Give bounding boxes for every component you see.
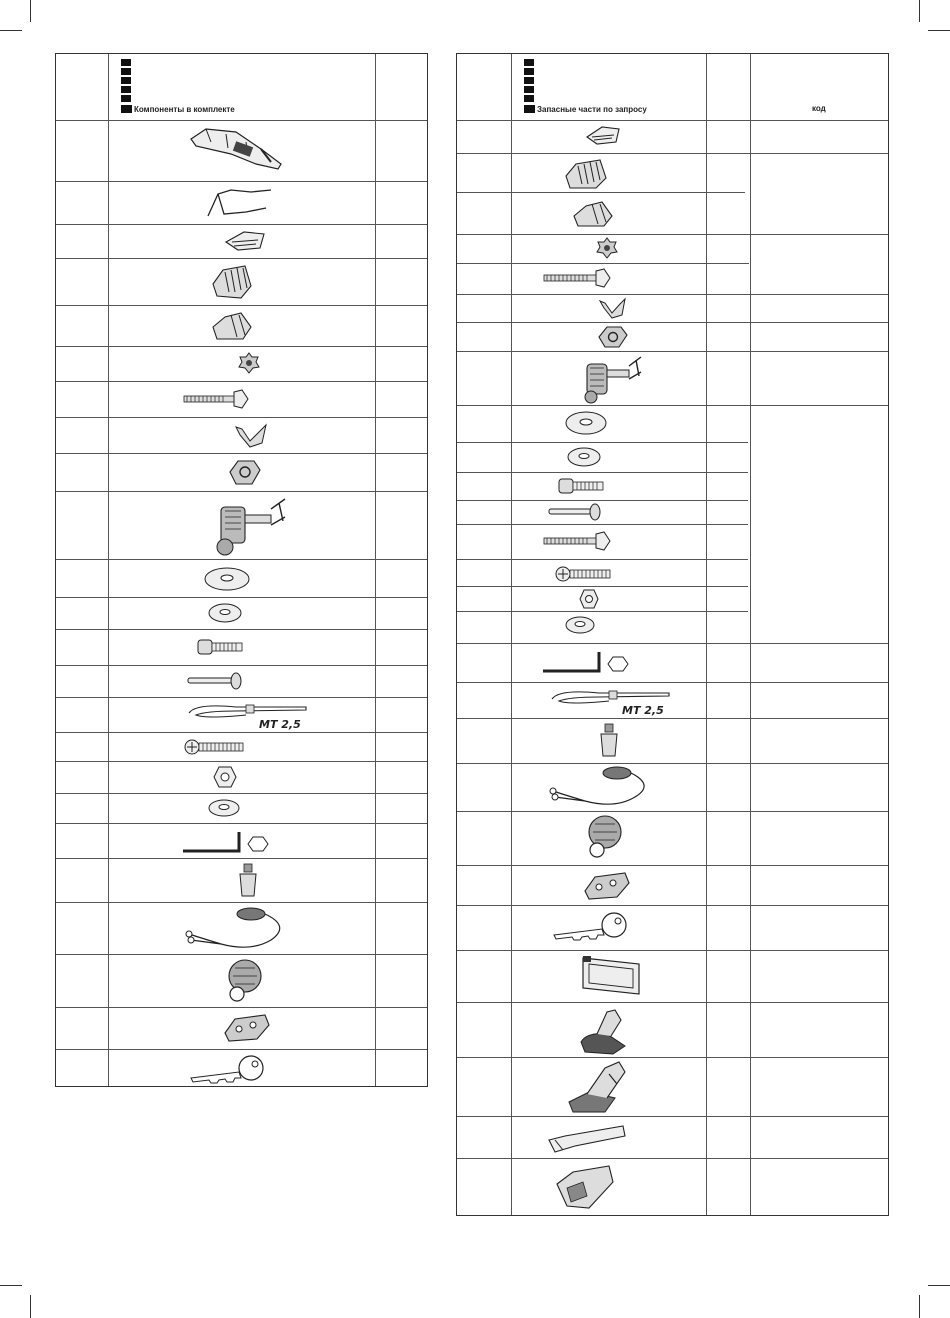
header-label: Компоненты в комплекте <box>121 105 235 114</box>
table-row <box>457 718 888 719</box>
table-row <box>56 258 427 259</box>
wheel-strap-small-illustration <box>224 228 269 254</box>
column-divider <box>750 54 751 1215</box>
table-row <box>457 405 888 406</box>
crop-mark <box>919 0 920 22</box>
bike-holder-assembly-illustration <box>186 124 286 176</box>
medium-washer-illustration <box>567 446 601 468</box>
table-row <box>457 586 748 587</box>
components-table <box>55 53 428 1087</box>
table-row <box>56 1007 427 1008</box>
wheel-clamp-illustration <box>577 1006 637 1056</box>
table-row <box>457 682 888 683</box>
crop-mark <box>30 0 31 22</box>
table-row <box>56 181 427 182</box>
table-row <box>56 224 427 225</box>
table-row <box>56 629 427 630</box>
column-divider <box>108 54 109 1086</box>
table-row <box>56 491 427 492</box>
table-row <box>56 902 427 903</box>
wheel-holder-front-illustration <box>211 262 253 302</box>
phillips-screw-illustration <box>555 565 613 583</box>
table-row <box>457 1158 888 1159</box>
plate-holder-illustration <box>579 954 643 998</box>
table-row <box>457 611 748 612</box>
table-row <box>457 763 888 764</box>
table-row <box>457 559 748 560</box>
code-column-header: код <box>812 104 826 113</box>
table-row <box>457 294 888 295</box>
zip-tie-label: MT 2,5 <box>259 718 301 731</box>
table-row <box>457 351 888 352</box>
small-washer-illustration <box>565 615 595 635</box>
header-label: Запасные части по запросу <box>524 105 647 114</box>
table-row <box>56 120 427 121</box>
crop-mark <box>30 1295 31 1318</box>
cable-illustration <box>181 906 291 952</box>
table-row <box>56 305 427 306</box>
table-row <box>457 811 888 812</box>
small-washer-illustration <box>208 798 240 818</box>
header-color-boxes <box>121 59 131 104</box>
t-bolt-illustration <box>544 268 614 288</box>
phillips-screw-illustration <box>184 738 246 756</box>
header-color-boxes <box>524 59 534 104</box>
table-row <box>56 381 427 382</box>
crop-mark <box>0 1285 22 1286</box>
t-bolt-illustration <box>184 389 250 409</box>
table-row <box>56 665 427 666</box>
lock-knob-illustration <box>581 814 625 860</box>
table-row <box>457 192 745 193</box>
table-row <box>56 597 427 598</box>
column-divider <box>706 54 707 1215</box>
hex-key-illustration <box>541 648 631 676</box>
cable-illustration <box>545 765 655 809</box>
pin-illustration <box>186 672 244 690</box>
table-row <box>56 954 427 955</box>
table-row <box>457 1057 888 1058</box>
socket-screw-illustration <box>196 638 246 656</box>
table-row <box>457 643 888 644</box>
table-row <box>457 905 888 906</box>
spare-parts-table <box>456 53 889 1216</box>
large-washer-illustration <box>565 410 607 436</box>
clip-illustration <box>597 296 627 320</box>
table-row <box>457 865 888 866</box>
table-row <box>56 1049 427 1050</box>
socket-screw-illustration <box>557 477 607 495</box>
table-row <box>457 234 888 235</box>
adapter-illustration <box>236 862 260 900</box>
pin-illustration <box>547 503 603 521</box>
table-row <box>457 263 749 264</box>
crop-mark <box>928 30 950 31</box>
adapter-illustration <box>597 722 621 760</box>
frame-bracket-illustration <box>206 186 276 220</box>
frame-holder-assembly-illustration <box>211 495 291 557</box>
t-bolt-illustration <box>544 531 614 551</box>
lock-knob-illustration <box>221 958 265 1004</box>
table-row <box>457 950 888 951</box>
end-cap-illustration <box>553 1162 617 1212</box>
key-illustration <box>189 1054 269 1086</box>
table-row <box>56 823 427 824</box>
cover-illustration <box>221 1011 271 1043</box>
clip-illustration <box>232 421 268 449</box>
table-row <box>56 346 427 347</box>
table-row <box>56 793 427 794</box>
crop-mark <box>0 30 22 31</box>
table-row <box>457 1116 888 1117</box>
star-knob-illustration <box>596 237 618 259</box>
wheel-holder-rear-illustration <box>211 309 253 343</box>
column-divider <box>511 54 512 1215</box>
table-row <box>457 120 888 121</box>
table-row <box>457 442 748 443</box>
large-washer-illustration <box>204 566 250 592</box>
hex-key-illustration <box>181 828 271 856</box>
wheel-holder-rear-illustration <box>572 198 614 230</box>
wheel-holder-front-illustration <box>564 156 608 192</box>
key-illustration <box>552 911 632 943</box>
table-row <box>56 761 427 762</box>
nut-illustration <box>213 765 237 789</box>
medium-washer-illustration <box>208 602 242 624</box>
rail-end-illustration <box>545 1120 627 1154</box>
cam-knob-illustration <box>228 458 262 486</box>
frame-holder-assembly-illustration <box>579 354 649 404</box>
table-row <box>56 417 427 418</box>
table-row <box>56 559 427 560</box>
table-row <box>457 472 748 473</box>
table-row <box>457 1002 888 1003</box>
nut-illustration <box>579 589 599 609</box>
table-row <box>56 697 427 698</box>
star-knob-illustration <box>238 352 260 374</box>
column-divider <box>375 54 376 1086</box>
cam-knob-illustration <box>597 325 629 349</box>
cover-illustration <box>581 869 631 901</box>
crop-mark <box>919 1295 920 1318</box>
wheel-strap-small-illustration <box>585 124 623 148</box>
table-row <box>457 153 888 154</box>
zip-tie-label: MT 2,5 <box>622 704 664 717</box>
table-row <box>457 500 748 501</box>
table-row <box>56 858 427 859</box>
table-row <box>457 524 748 525</box>
wheel-clamp-large-illustration <box>565 1060 631 1114</box>
crop-mark <box>928 1285 950 1286</box>
table-row <box>457 322 888 323</box>
table-row <box>56 453 427 454</box>
table-row <box>56 732 427 733</box>
